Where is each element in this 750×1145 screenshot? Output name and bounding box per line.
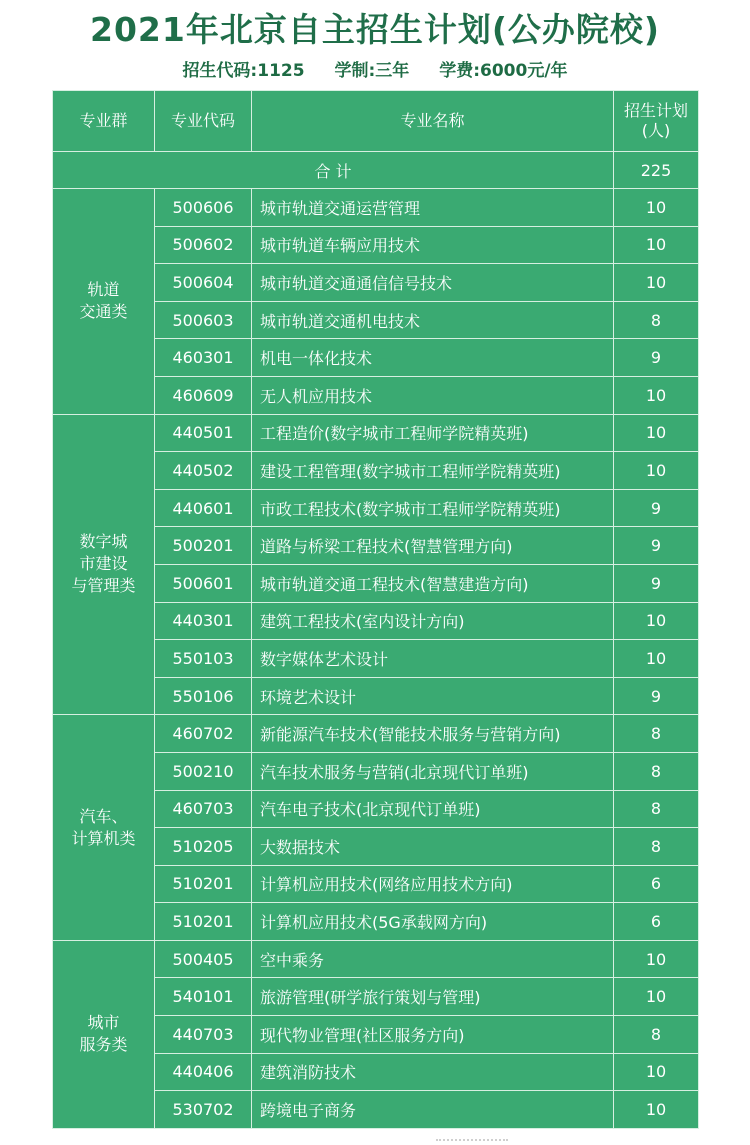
major-code-cell: 440501 [155,414,252,452]
column-header-plan: 招生计划 (人) [614,91,699,152]
majors-body [53,189,699,1129]
enrollment-plan-cell: 8 [614,828,699,866]
admission-info [0,56,750,81]
major-name-cell: 汽车电子技术(北京现代订单班) [252,790,614,828]
enrollment-plan-cell: 10 [614,602,699,640]
enrollment-plan-cell: 9 [614,677,699,715]
major-name-cell: 城市轨道交通机电技术 [252,301,614,339]
enrollment-plan-cell: 10 [614,940,699,978]
total-row [53,152,699,189]
major-code-cell: 510201 [155,865,252,903]
enrollment-plan-cell: 10 [614,376,699,414]
enrollment-plan-cell: 9 [614,489,699,527]
major-name-cell: 现代物业管理(社区服务方向) [252,1016,614,1054]
major-name-cell: 环境艺术设计 [252,677,614,715]
major-name-cell: 市政工程技术(数字城市工程师学院精英班) [252,489,614,527]
enrollment-plan-cell: 8 [614,301,699,339]
major-code-cell: 500603 [155,301,252,339]
major-name-cell: 城市轨道交通运营管理 [252,189,614,227]
major-name-cell: 建筑消防技术 [252,1053,614,1091]
enrollment-plan-cell: 6 [614,865,699,903]
major-name-cell: 工程造价(数字城市工程师学院精英班) [252,414,614,452]
enrollment-plan-cell: 9 [614,564,699,602]
major-code-cell: 500604 [155,264,252,302]
major-code-cell: 500405 [155,940,252,978]
major-name-cell: 建筑工程技术(室内设计方向) [252,602,614,640]
major-group-cell: 城市 服务类 [53,940,155,1128]
major-name-cell: 新能源汽车技术(智能技术服务与营销方向) [252,715,614,753]
enrollment-plan-cell: 8 [614,752,699,790]
tuition-fee: 学费:6000元/年 [439,61,568,81]
table-row [53,940,699,978]
major-code-cell: 460703 [155,790,252,828]
enrollment-plan-cell: 8 [614,715,699,753]
column-header-name: 专业名称 [252,91,614,152]
enrollment-plan-cell: 10 [614,189,699,227]
column-header-group: 专业群 [53,91,155,152]
table-header-row [53,91,699,152]
major-code-cell: 510201 [155,903,252,941]
school-code: 招生代码:1125 [182,61,305,81]
major-code-cell: 500201 [155,527,252,565]
major-group-cell: 汽车、 计算机类 [53,715,155,941]
major-name-cell: 大数据技术 [252,828,614,866]
major-code-cell: 540101 [155,978,252,1016]
enrollment-plan-cell: 10 [614,264,699,302]
table-row [53,189,699,227]
major-name-cell: 城市轨道交通通信信号技术 [252,264,614,302]
major-name-cell: 计算机应用技术(5G承载网方向) [252,903,614,941]
enrollment-plan-table [52,90,699,1129]
major-name-cell: 数字媒体艺术设计 [252,640,614,678]
enrollment-plan-cell: 8 [614,790,699,828]
enrollment-plan-cell: 10 [614,978,699,1016]
major-code-cell: 500606 [155,189,252,227]
major-code-cell: 440601 [155,489,252,527]
major-code-cell: 510205 [155,828,252,866]
enrollment-plan-cell: 9 [614,339,699,377]
major-name-cell: 无人机应用技术 [252,376,614,414]
page-title: 2021年北京自主招生计划(公办院校) [89,10,660,49]
major-code-cell: 460301 [155,339,252,377]
major-name-cell: 空中乘务 [252,940,614,978]
study-duration: 学制:三年 [334,61,410,81]
enrollment-plan-cell: 10 [614,226,699,264]
major-name-cell: 汽车技术服务与营销(北京现代订单班) [252,752,614,790]
major-name-cell: 建设工程管理(数字城市工程师学院精英班) [252,452,614,490]
column-header-code: 专业代码 [155,91,252,152]
page-edge-mark [436,1139,508,1145]
major-code-cell: 500210 [155,752,252,790]
major-code-cell: 500601 [155,564,252,602]
enrollment-plan-cell: 10 [614,1053,699,1091]
enrollment-plan-cell: 10 [614,414,699,452]
major-name-cell: 旅游管理(研学旅行策划与管理) [252,978,614,1016]
major-code-cell: 440502 [155,452,252,490]
table-row [53,715,699,753]
major-name-cell: 城市轨道交通工程技术(智慧建造方向) [252,564,614,602]
major-code-cell: 460609 [155,376,252,414]
table-row [53,414,699,452]
major-code-cell: 550103 [155,640,252,678]
major-code-cell: 530702 [155,1091,252,1129]
total-label: 合 计 [53,152,614,189]
major-code-cell: 440406 [155,1053,252,1091]
major-name-cell: 计算机应用技术(网络应用技术方向) [252,865,614,903]
enrollment-plan-cell: 10 [614,640,699,678]
enrollment-plan-cell: 8 [614,1016,699,1054]
major-group-cell: 轨道 交通类 [53,189,155,415]
enrollment-plan-cell: 10 [614,1091,699,1129]
major-code-cell: 460702 [155,715,252,753]
total-value: 225 [614,152,699,189]
enrollment-plan-cell: 9 [614,527,699,565]
major-code-cell: 440703 [155,1016,252,1054]
major-name-cell: 道路与桥梁工程技术(智慧管理方向) [252,527,614,565]
major-name-cell: 跨境电子商务 [252,1091,614,1129]
major-group-cell: 数字城 市建设 与管理类 [53,414,155,715]
major-name-cell: 机电一体化技术 [252,339,614,377]
major-name-cell: 城市轨道车辆应用技术 [252,226,614,264]
major-code-cell: 550106 [155,677,252,715]
major-code-cell: 440301 [155,602,252,640]
major-code-cell: 500602 [155,226,252,264]
enrollment-plan-cell: 6 [614,903,699,941]
enrollment-plan-cell: 10 [614,452,699,490]
